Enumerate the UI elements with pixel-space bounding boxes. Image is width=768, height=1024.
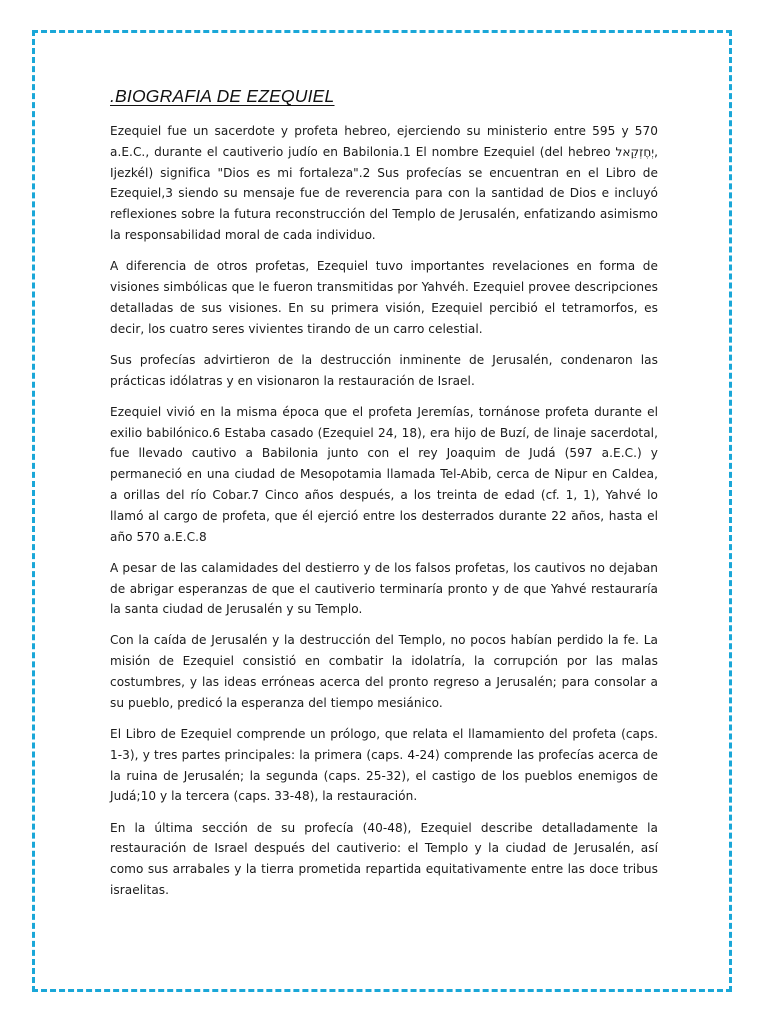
paragraph-6: Con la caída de Jerusalén y la destrucción del Templo, no pocos habían perdido la fe. La misión de Ezequiel consistió en combatir la idolatría, la corrupción por las malas costumbres, y las ideas erróneas acerca del pronto regreso a Jerusalén; para consolar a su pueblo, predicó la esperanza del tiempo mesiánico. xyxy=(110,633,658,710)
paragraph-2: A diferencia de otros profetas, Ezequiel tuvo importantes revelaciones en forma de visiones simbólicas que le fueron transmitidas por Yahvéh. Ezequiel provee descripciones detalladas de sus visiones. En su primera visión, Ezequiel percibió el tetramorfos, es decir, los cuatro seres vivientes tirando de un carro celestial. xyxy=(110,259,658,336)
paragraph-3: Sus profecías advirtieron de la destrucción inminente de Jerusalén, condenaron las prácticas idólatras y en visionaron la restauración de Israel. xyxy=(110,352,658,388)
document-body xyxy=(110,86,658,911)
paragraph-7: El Libro de Ezequiel comprende un prólogo, que relata el llamamiento del profeta (caps. 1-3), y tres partes principales: la primera (caps. 4-24) comprende las profecías acerca de la ruina de Jerusalén; la segunda (caps. 25-32), el castigo de los pueblos enemigos de Judá;10 y la tercera (caps. 33-48), la restauración. xyxy=(110,727,658,804)
paragraph-5: A pesar de las calamidades del destierro y de los falsos profetas, los cautivos no dejaban de abrigar esperanzas de que el cautiverio terminaría pronto y de que Yahvé restauraría la santa ciudad de Jerusalén y su Templo. xyxy=(110,560,658,617)
paragraph-4: Ezequiel vivió en la misma época que el profeta Jeremías, tornánose profeta durante el exilio babilónico.6 Estaba casado (Ezequiel 24, 18), era hijo de Buzí, de linaje sacerdotal, fue llevado cautivo a Babilonia junto con el rey Joaquim de Judá (597 a.E.C.) y permaneció en una ciudad de Mesopotamia llamada Tel-Abib, cerca de Nipur en Caldea, a orillas del río Cobar.7 Cinco años después, a los treinta de edad (cf. 1, 1), Yahvé lo llamó al cargo de profeta, que él ejerció entre los desterrados durante 22 años, hasta el año 570 a.E.C.8 xyxy=(110,404,658,544)
document-title: .BIOGRAFIA DE EZEQUIEL xyxy=(110,86,335,106)
paragraph-8: En la última sección de su profecía (40-48), Ezequiel describe detalladamente la restauración de Israel después del cautiverio: el Templo y la ciudad de Jerusalén, así como sus arrabales y la tierra prometida repartida equitativamente entre las doce tribus israelitas. xyxy=(110,820,658,898)
paragraph-1: Ezequiel fue un sacerdote y profeta hebreo, ejerciendo su ministerio entre 595 y 570 a.E.C., durante el cautiverio judío en Babilonia.1 El nombre Ezequiel (del hebreo יְחֶזְקֵאל, Ijezkél) significa "Dios es mi fortaleza".2 Sus profecías se encuentran en el Libro de Ezequiel,3 siendo su mensaje fue de reverencia para con la santidad de Dios e incluyó reflexiones sobre la futura reconstrucción del Templo de Jerusalén, enfatizando asimismo la responsabilidad moral de cada individuo. xyxy=(110,124,658,242)
